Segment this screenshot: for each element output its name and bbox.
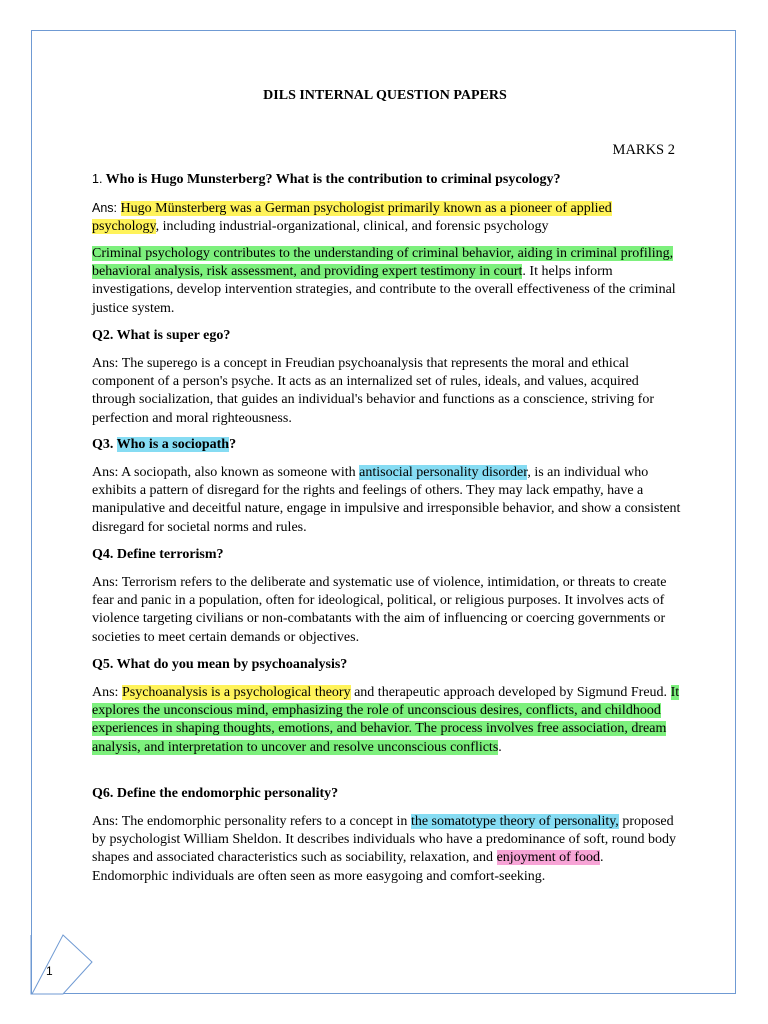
question-6: Q6. Define the endomorphic personality? [92,786,339,801]
page-number-badge [0,0,110,1024]
answer-1-label: Ans: [92,201,118,215]
answer-3-highlight: antisocial personality disorder [359,465,528,480]
question-3 [92,437,236,453]
answer-6 [92,813,682,886]
question-4: Q4. Define terrorism? [92,547,224,562]
question-1-text: Who is Hugo Munsterberg? What is the contribution to criminal psycology? [102,172,561,187]
page-number-diamond-icon [0,0,110,1024]
answer-1-para-1 [92,199,682,236]
question-1 [92,172,560,188]
question-3-suffix: ? [229,437,237,452]
question-3-highlight: Who is a sociopath [116,437,230,452]
page-number: 1 [46,964,53,978]
answer-5-end: . [498,739,502,755]
answer-6-highlight-1: the somatotype theory of personality, [410,814,619,829]
answer-6-highlight-2: enjoyment of food [496,850,600,866]
answer-5-middle: and therapeutic approach developed by Sigmund Freud. [350,685,671,700]
answer-5-highlight-1: Psychoanalysis is a psychological theory [121,685,351,700]
answer-1b-highlight: Criminal psychology contributes to the understanding of criminal behavior, aiding in criminal profiling, behavioral analysis, risk assessment, and providing expert testimony in court [92,246,674,280]
answer-6-prefix: Ans: The endomorphic personality refers to a concept in [92,814,411,829]
answer-5-highlight-2: It explores the unconscious mind, emphasizing the role of unconscious desires, conflicts, and childhood experiences in shaping thoughts, emotions, and behavior. The process involves free association, dream analysis, and interpretation to uncover and resolve unconscious conflicts [92,685,680,755]
question-3-prefix: Q3. [92,437,117,452]
answer-1-highlight: Hugo Münsterberg was a German psychologist primarily known as a pioneer of applied psychology [92,201,612,235]
answer-5 [92,684,682,757]
question-1-number: 1. [92,172,103,186]
answer-6-end: . Endomorphic individuals are often seen as more easygoing and comfort-seeking. [92,850,604,884]
answer-6-middle: proposed by psychologist William Sheldon. It describes individuals who have a predominance of soft, round body shapes and associated characteristics such as sociability, relaxation, and [92,814,676,866]
document-title: DILS INTERNAL QUESTION PAPERS [263,88,507,103]
answer-1-para-2 [92,245,682,318]
answer-5-prefix: Ans: [92,685,122,700]
answer-1b-text: . It helps inform investigations, develop intervention strategies, and contribute to the overall effectiveness of the criminal justice system. [92,264,676,316]
answer-4: Ans: Terrorism refers to the deliberate and systematic use of violence, intimidation, or threats to create fear and panic in a population, often for ideological, political, or religious purposes. It involves acts of violence targeting civilians or non-combatants with the aim of influencing or coercing governments or societies to meet certain demands or objectives. [92,575,667,645]
answer-3 [92,464,682,537]
answer-1-text: , including industrial-organizational, clinical, and forensic psychology [155,219,549,235]
question-5: Q5. What do you mean by psychoanalysis? [92,657,348,672]
marks-label: MARKS 2 [612,142,675,158]
question-2: Q2. What is super ego? [92,328,231,343]
answer-2: Ans: The superego is a concept in Freudian psychoanalysis that represents the moral and ethical component of a person's psyche. It acts as an internalized set of rules, ideals, and values, acquired through socialization, that guides an individual's behavior and functions as a conscience, striving for perfection and moral righteousness. [92,356,654,426]
answer-3-prefix: Ans: A sociopath, also known as someone with [92,465,360,480]
answer-3-text: , is an individual who exhibits a pattern of disregard for the rights and feelings of others. They may lack empathy, have a manipulative and deceitful nature, engage in impulsive and irresponsible behavior, and show a consistent disregard for societal norms and rules. [92,465,681,535]
